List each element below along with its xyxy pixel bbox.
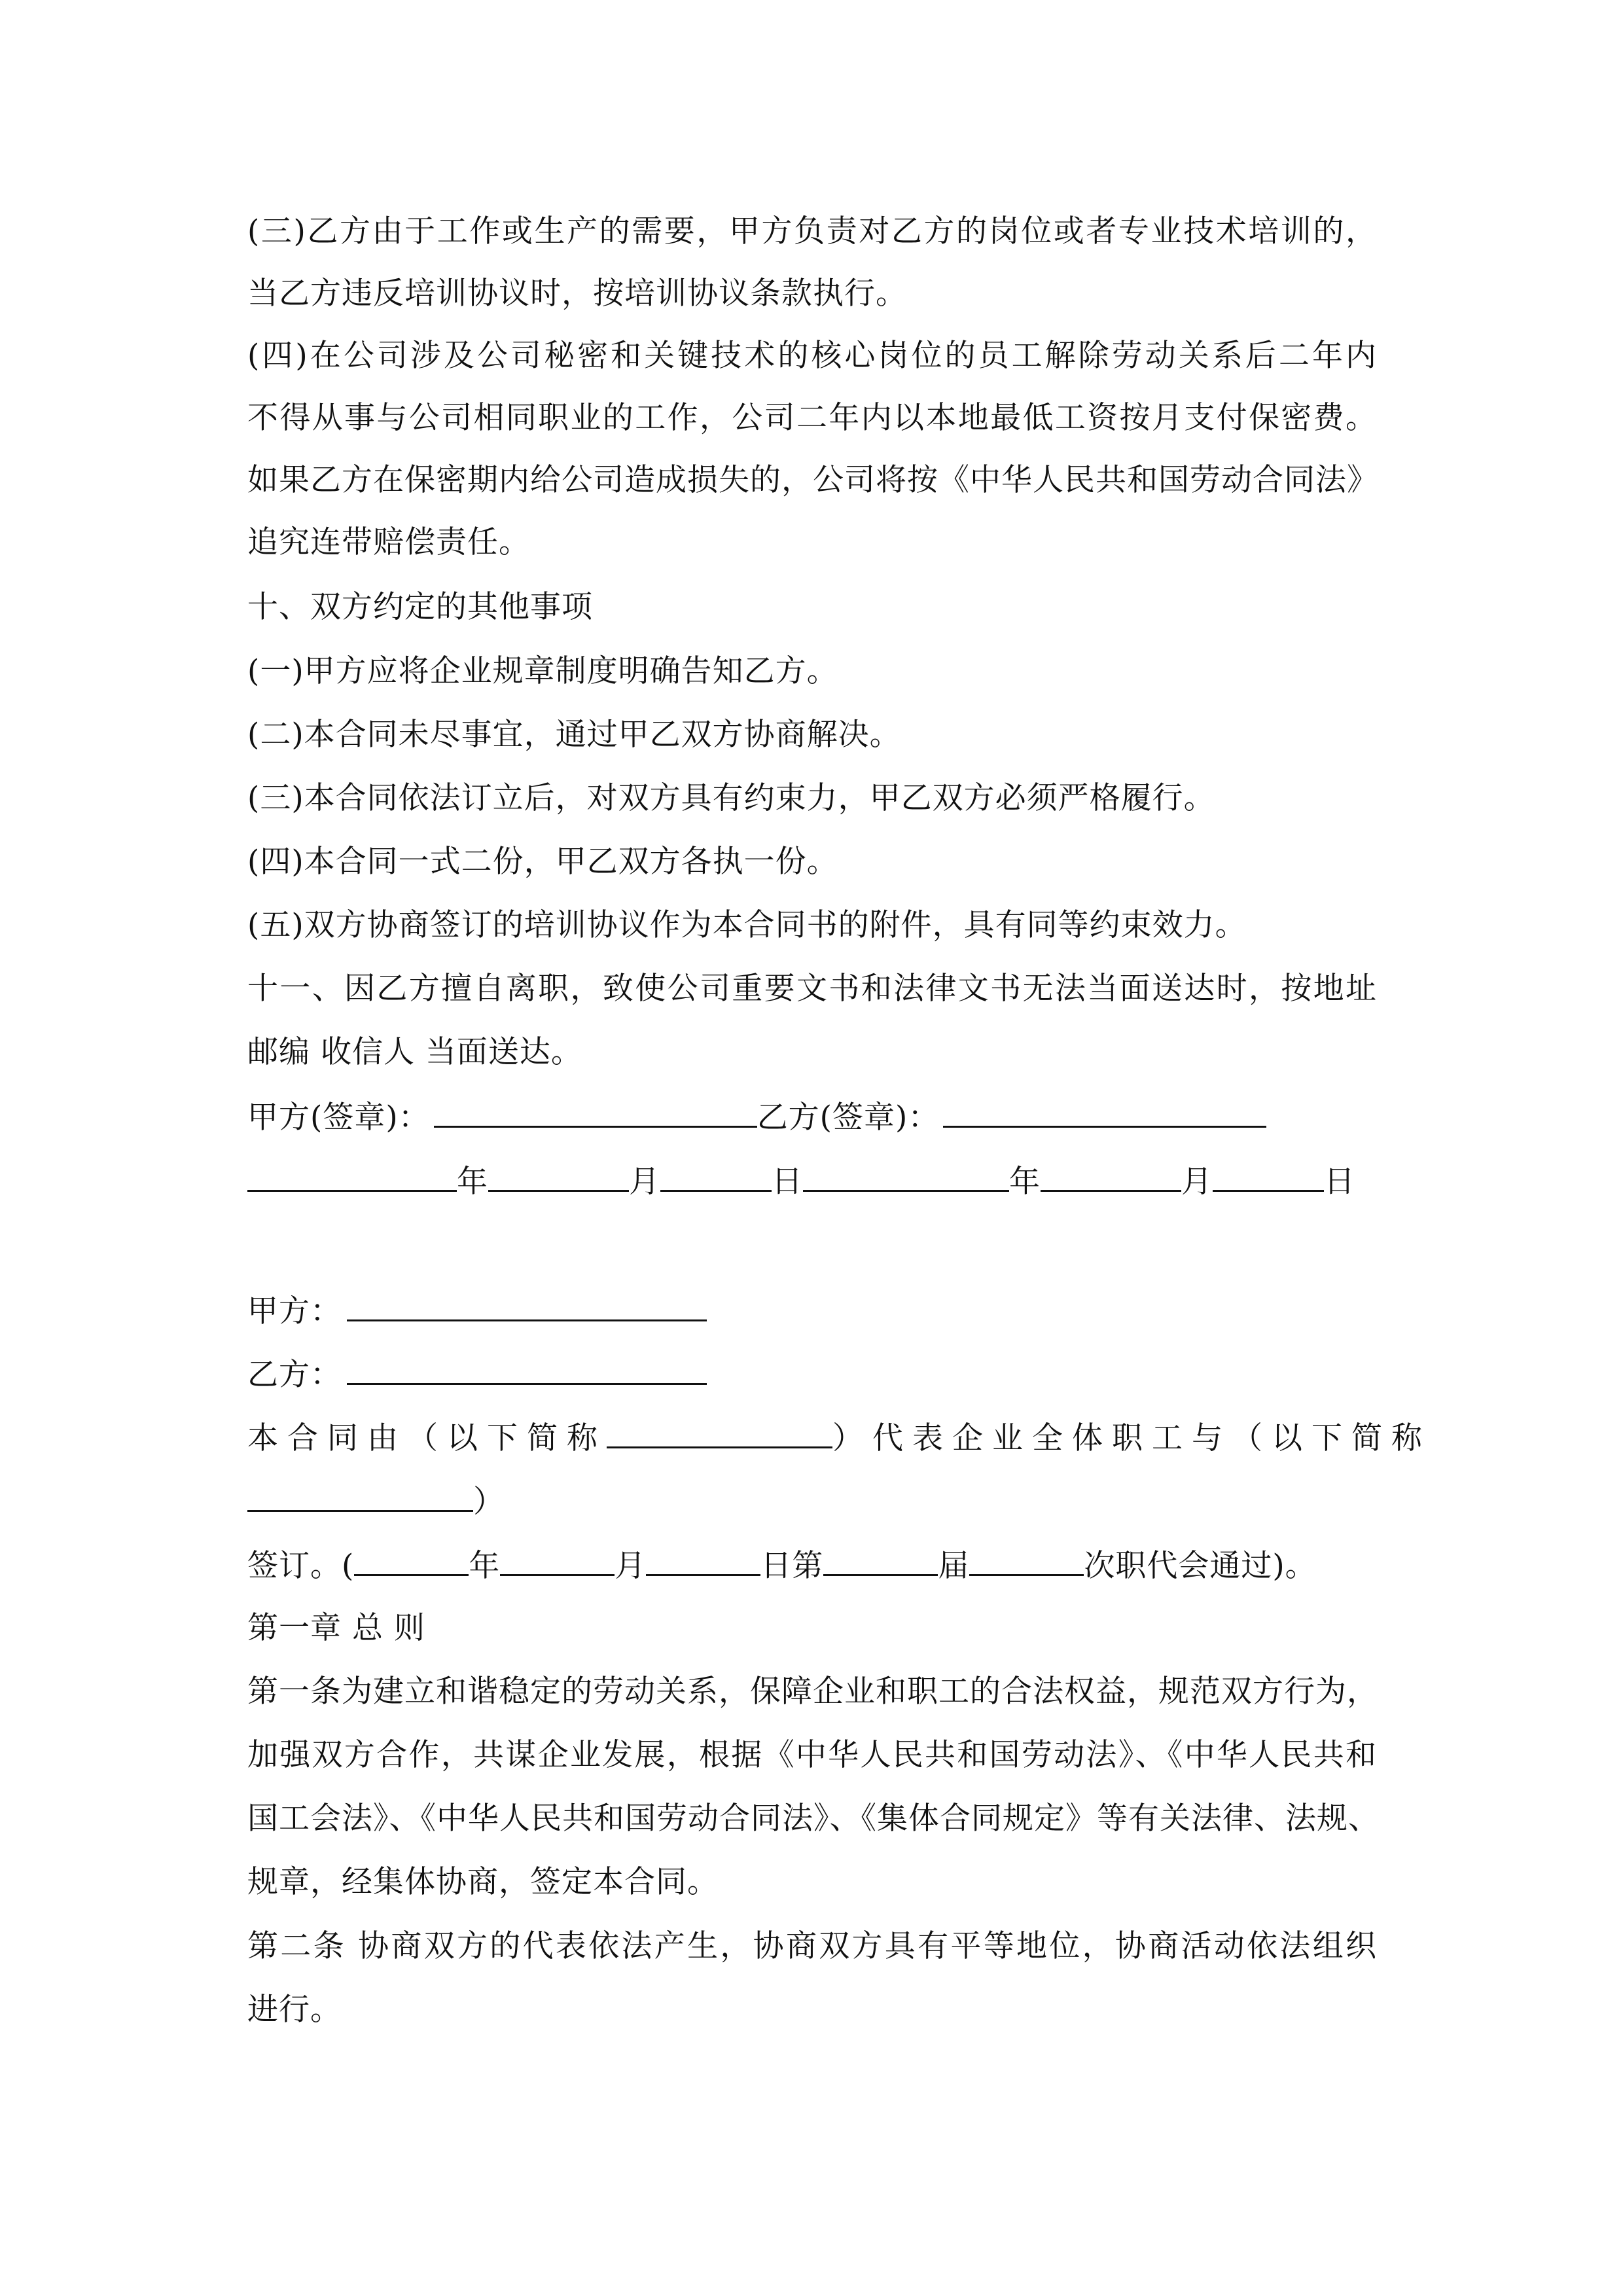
party-b-row xyxy=(247,1354,707,1393)
year-label: 年 xyxy=(1009,1164,1041,1200)
article-1-line-4: 规章，经集体协商，签定本合同。 xyxy=(247,1864,719,1900)
month-label: 月 xyxy=(629,1164,660,1200)
article-2-line-1: 第二条 协商双方的代表依法产生，协商双方具有平等地位，协商活动依法组织 xyxy=(247,1928,1377,1964)
day-label: 日第 xyxy=(760,1548,824,1584)
party-a-name-blank[interactable] xyxy=(347,1291,707,1321)
clause-4-line-1: (四)在公司涉及公司秘密和关键技术的核心岗位的员工解除劳动关系后二年内 xyxy=(247,338,1377,374)
section-10-item-3: (三)本合同依法订立后，对双方具有约束力，甲乙双方必须严格履行。 xyxy=(247,780,1215,816)
article-1-line-2: 加强双方合作，共谋企业发展，根据《中华人民共和国劳动法》、《中华人民共和 xyxy=(247,1737,1377,1773)
clause-4-line-3: 如果乙方在保密期内给公司造成损失的，公司将按《中华人民共和国劳动合同法》 xyxy=(247,462,1378,498)
section-10-item-1: (一)甲方应将企业规章制度明确告知乙方。 xyxy=(247,653,838,689)
section-11-line-1: 十一、因乙方擅自离职，致使公司重要文书和法律文书无法当面送达时，按地址 xyxy=(247,971,1377,1007)
section-11-line-2: 邮编 收信人 当面送达。 xyxy=(247,1034,582,1070)
congress-session-blank[interactable] xyxy=(823,1545,938,1576)
section-10-heading: 十、双方约定的其他事项 xyxy=(247,589,593,625)
article-1-line-1: 第一条为建立和谐稳定的劳动关系，保障企业和职工的合法权益，规范双方行为， xyxy=(247,1674,1378,1710)
party-b-label: 乙方： xyxy=(247,1357,342,1393)
party-a-row xyxy=(247,1291,707,1330)
party-b-day-blank[interactable] xyxy=(1213,1161,1324,1192)
year-label: 年 xyxy=(469,1548,501,1584)
intro-line-2 xyxy=(247,1481,505,1520)
month-label: 月 xyxy=(615,1548,647,1584)
party-b-seal-label: 乙方(签章)： xyxy=(757,1100,940,1136)
chapter-1-title: 第一章 总 则 xyxy=(247,1610,425,1646)
intro-signed: 签订。( xyxy=(247,1548,355,1584)
congress-meeting-blank[interactable] xyxy=(969,1545,1084,1576)
party-b-name-blank[interactable] xyxy=(347,1354,707,1385)
intro-line-3 xyxy=(247,1545,1317,1585)
intro-close-paren: ） xyxy=(473,1484,505,1520)
clause-4-line-4: 追究连带赔偿责任。 xyxy=(247,524,530,560)
intro-text-a: 本合同由（以下简称 xyxy=(247,1420,607,1456)
union-short-name-blank[interactable] xyxy=(247,1481,473,1512)
party-a-seal-label: 甲方(签章)： xyxy=(247,1100,430,1136)
day-label: 日 xyxy=(1324,1164,1355,1200)
signature-date-row xyxy=(247,1161,1355,1200)
intro-text-b: ）代表企业全体职工与（以下简称 xyxy=(832,1420,1431,1456)
clause-3-line-1: (三)乙方由于工作或生产的需要，甲方负责对乙方的岗位或者专业技术培训的， xyxy=(247,213,1377,249)
section-10-item-5: (五)双方协商签订的培训协议作为本合同书的附件，具有同等约束效力。 xyxy=(247,907,1247,943)
intro-line-1 xyxy=(247,1418,1431,1457)
month-label: 月 xyxy=(1181,1164,1213,1200)
section-10-item-4: (四)本合同一式二份，甲乙双方各执一份。 xyxy=(247,844,838,880)
congress-day-blank[interactable] xyxy=(646,1545,760,1576)
article-2-line-2: 进行。 xyxy=(247,1992,342,2028)
intro-end: 次职代会通过)。 xyxy=(1084,1548,1317,1584)
year-label: 年 xyxy=(457,1164,488,1200)
party-a-label: 甲方： xyxy=(247,1293,342,1329)
party-a-day-blank[interactable] xyxy=(660,1161,772,1192)
employer-short-name-blank[interactable] xyxy=(607,1418,832,1448)
article-1-line-3: 国工会法》、《中华人民共和国劳动合同法》、《集体合同规定》等有关法律、法规、 xyxy=(247,1801,1380,1837)
section-10-item-2: (二)本合同未尽事宜，通过甲乙双方协商解决。 xyxy=(247,717,901,753)
party-b-year-blank[interactable] xyxy=(803,1161,1009,1192)
party-a-month-blank[interactable] xyxy=(488,1161,629,1192)
party-a-seal-blank[interactable] xyxy=(434,1097,757,1128)
party-b-month-blank[interactable] xyxy=(1041,1161,1181,1192)
day-label: 日 xyxy=(772,1164,803,1200)
signature-row xyxy=(247,1097,1266,1136)
congress-month-blank[interactable] xyxy=(500,1545,615,1576)
session-label: 届 xyxy=(938,1548,970,1584)
party-b-seal-blank[interactable] xyxy=(943,1097,1266,1128)
clause-4-line-2: 不得从事与公司相同职业的工作，公司二年内以本地最低工资按月支付保密费。 xyxy=(247,400,1377,436)
party-a-year-blank[interactable] xyxy=(247,1161,457,1192)
clause-3-line-2: 当乙方违反培训协议时，按培训协议条款执行。 xyxy=(247,276,907,312)
congress-year-blank[interactable] xyxy=(354,1545,469,1576)
